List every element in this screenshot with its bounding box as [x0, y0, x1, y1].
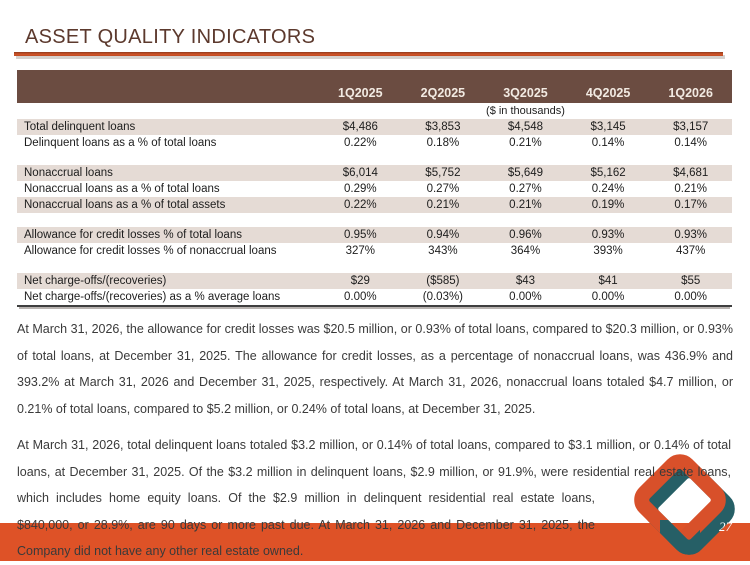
table-header-2q2025: 2Q2025	[420, 86, 466, 100]
table-row	[17, 289, 732, 305]
row-value: 0.00%	[343, 291, 377, 303]
row-value: $3,853	[425, 121, 461, 133]
row-value: $3,157	[673, 121, 709, 133]
paragraph-allowance: At March 31, 2026, the allowance for credit losses was $20.5 million, or 0.93% of total loans, compared to $20.3 million, or 0.93% of total loans, at December 31, 2025. The allowance for credit losses, as a percentage of nonaccrual loans, was 436.9% and 393.2% at March 31, 2026 and December 31, 2025, respectively. At March 31, 2026, nonaccrual loans totaled $4.7 million, or 0.21% of total loans, compared to $5.2 million, or 0.24% of total loans, at December 31, 2025.	[17, 322, 733, 416]
table-row	[17, 165, 732, 181]
row-label: Net charge-offs/(recoveries)	[24, 275, 167, 287]
row-label: Delinquent loans as a % of total loans	[24, 137, 217, 149]
row-label: Net charge-offs/(recoveries) as a % average loans	[24, 291, 281, 303]
row-value: 327%	[345, 245, 375, 257]
table-row	[17, 273, 732, 289]
commentary-text	[17, 316, 733, 565]
row-value: 364%	[510, 245, 541, 257]
row-value: 0.93%	[591, 229, 625, 241]
row-value: 0.14%	[591, 137, 625, 149]
row-value: $3,145	[590, 121, 626, 133]
table-row	[17, 135, 732, 151]
row-value: 393%	[593, 245, 623, 257]
table-row	[17, 243, 732, 259]
table-row	[17, 227, 732, 243]
table-header-row	[17, 70, 732, 103]
table-spacer-row	[17, 151, 732, 165]
row-value: 0.21%	[426, 199, 460, 211]
table-header-1q2025: 1Q2025	[338, 86, 383, 100]
row-value: $4,681	[673, 167, 709, 179]
row-value: $29	[350, 275, 370, 287]
table-spacer-row	[17, 259, 732, 273]
table-spacer-row	[17, 213, 732, 227]
row-value: 0.00%	[509, 291, 542, 303]
row-value: 0.00%	[674, 291, 707, 303]
row-value: 437%	[675, 245, 706, 257]
row-value: 0.21%	[674, 183, 707, 195]
row-label: Nonaccrual loans	[24, 167, 113, 179]
row-label: Nonaccrual loans as a % of total assets	[24, 199, 226, 211]
row-value: $4,548	[507, 121, 544, 133]
row-value: 0.95%	[343, 229, 377, 241]
row-value: 0.17%	[674, 199, 707, 211]
row-value: 0.00%	[591, 291, 625, 303]
row-label: Total delinquent loans	[24, 121, 136, 133]
units-note-row	[17, 103, 732, 119]
table-body	[17, 119, 732, 305]
row-value: 343%	[428, 245, 458, 257]
logo-wrap-spacer	[595, 485, 733, 543]
row-value: $5,162	[590, 167, 626, 179]
row-label: Nonaccrual loans as a % of total loans	[24, 183, 220, 195]
table-row	[17, 181, 732, 197]
row-value: 0.93%	[674, 229, 707, 241]
row-value: 0.96%	[509, 229, 542, 241]
page-number: 27	[719, 519, 732, 534]
table-header-4q2025: 4Q2025	[585, 86, 631, 100]
row-value: $41	[598, 275, 618, 287]
row-value: 0.21%	[509, 137, 542, 149]
row-value: 0.18%	[426, 137, 460, 149]
units-note: ($ in thousands)	[486, 105, 565, 117]
row-value: 0.27%	[426, 183, 460, 195]
row-value: $5,752	[425, 167, 461, 179]
row-value: $4,486	[342, 121, 378, 133]
row-value: 0.29%	[343, 183, 377, 195]
row-value: $55	[681, 275, 701, 287]
title-underline-rule	[14, 52, 723, 56]
page-title: ASSET QUALITY INDICATORS	[25, 26, 316, 48]
row-value: 0.14%	[674, 137, 707, 149]
table-row	[17, 197, 732, 213]
row-value: ($585)	[426, 275, 460, 287]
row-value: (0.03%)	[422, 291, 464, 303]
asset-quality-table	[17, 70, 732, 307]
row-value: $43	[515, 275, 536, 287]
row-value: $5,649	[507, 167, 544, 179]
row-value: 0.22%	[343, 137, 377, 149]
row-value: 0.27%	[509, 183, 542, 195]
row-value: 0.19%	[591, 199, 625, 211]
row-value: $6,014	[342, 167, 378, 179]
row-label: Allowance for credit losses % of total loans	[24, 229, 242, 241]
table-header-1q2026: 1Q2026	[668, 86, 713, 100]
row-value: 0.24%	[591, 183, 625, 195]
row-label: Allowance for credit losses % of nonaccrual loans	[24, 245, 277, 257]
table-row	[17, 119, 732, 135]
row-value: 0.21%	[509, 199, 542, 211]
table-header-3q2025: 3Q2025	[503, 86, 548, 100]
paragraph-delinquent: At March 31, 2026, total delinquent loans totaled $3.2 million, or 0.14% of total loans, compared to $3.1 million, or 0.14% of total loans, at December 31, 2025. Of the $3.2 million in delinquent loans, $2.9 million, or 91.9%, were residential real estate loans, which includes home equity loans. Of the $2.9 million in delinquent residential real estate loans, $840,000, or 28.9%, are 90 days or more past due. At March 31, 2026 and December 31, 2025, the Company did not have any other real estate owned.	[17, 432, 733, 565]
row-value: 0.94%	[426, 229, 460, 241]
row-value: 0.22%	[343, 199, 377, 211]
logo-wrap-spacer-top	[731, 432, 733, 485]
